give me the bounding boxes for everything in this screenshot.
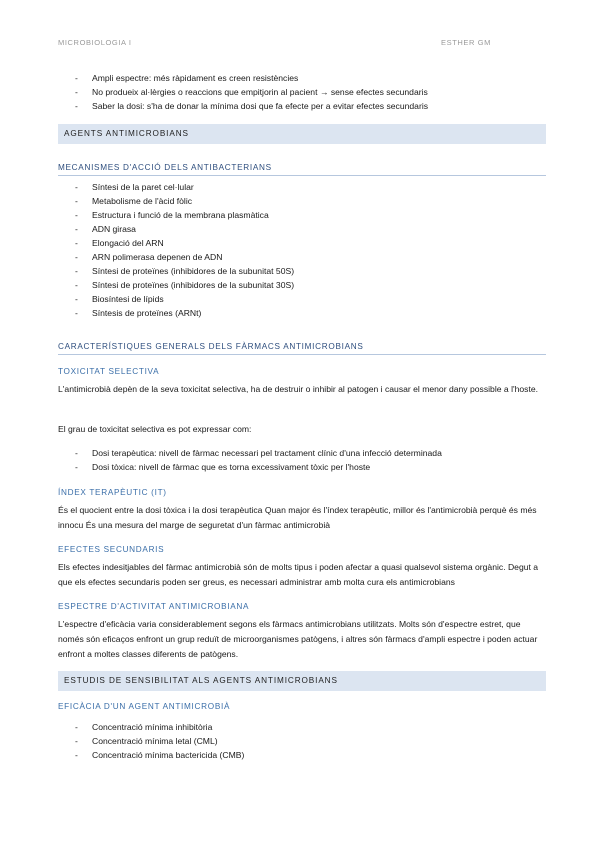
list-item: - Ampli espectre: més ràpidament es creen resistències <box>58 71 546 85</box>
paragraph-index: És el quocient entre la dosi tòxica i la dosi terapèutica Quan major és l'índex terapèutic, millor és l'antimicrobià perquè és més innocu És una mesura del marge de seguretat d'un fàrmac antimicrobià <box>58 505 537 530</box>
heading-toxicitat: TOXICITAT SELECTIVA <box>58 367 160 376</box>
heading-caracteristiques: CARACTERÍSTIQUES GENERALS DELS FÀRMACS ANTIMICROBIANS <box>58 342 546 355</box>
list-item: - Estructura i funció de la membrana plasmàtica <box>58 208 546 222</box>
list-item: - Biosíntesi de lípids <box>58 292 546 306</box>
running-header-author: ESTHER GM <box>441 38 491 47</box>
list-item: - Síntesi de la paret cel·lular <box>58 180 546 194</box>
list-item: - Síntesis de proteïnes (ARNt) <box>58 306 546 320</box>
heading-index: ÍNDEX TERAPÈUTIC (IT) <box>58 488 167 497</box>
list-item: - Síntesi de proteïnes (inhibidores de la subunitat 30S) <box>58 278 546 292</box>
section-heading-estudis: ESTUDIS DE SENSIBILITAT ALS AGENTS ANTIMICROBIANS <box>58 671 546 691</box>
list-item: - Saber la dosi: s'ha de donar la mínima dosi que fa efecte per a evitar efectes secundaris <box>58 99 546 113</box>
dosi-list <box>58 446 546 474</box>
list-item: - Concentració mínima bactericida (CMB) <box>58 748 546 762</box>
mecanismes-list <box>58 180 546 320</box>
list-item: - ADN girasa <box>58 222 546 236</box>
section-heading-agents: AGENTS ANTIMICROBIANS <box>58 124 546 144</box>
paragraph-grau: El grau de toxicitat selectiva es pot expressar com: <box>58 424 252 434</box>
list-item: - Concentració mínima inhibitòria <box>58 720 546 734</box>
list-item: - ARN polimerasa depenen de ADN <box>58 250 546 264</box>
list-item: - Síntesi de proteïnes (inhibidores de la subunitat 50S) <box>58 264 546 278</box>
list-item: - No produeix al·lèrgies o reaccions que empitjorin al pacient → sense efectes secundaris <box>58 85 546 99</box>
heading-efectes: EFECTES SECUNDARIS <box>58 545 165 554</box>
top-bullet-list <box>58 71 546 113</box>
eficacia-list <box>58 720 546 762</box>
heading-eficacia: EFICÀCIA D'UN AGENT ANTIMICROBIÀ <box>58 702 231 711</box>
list-item: - Elongació del ARN <box>58 236 546 250</box>
list-item: - Dosi terapèutica: nivell de fàrmac necessari pel tractament clínic d'una infecció determinada <box>58 446 546 460</box>
paragraph-toxicitat: L'antimicrobià depèn de la seva toxicitat selectiva, ha de destruir o inhibir al patogen i causar el menor dany possible a l'hoste. <box>58 384 539 394</box>
list-item: - Concentració mínima letal (CML) <box>58 734 546 748</box>
list-item: - Metabolisme de l'àcid fòlic <box>58 194 546 208</box>
paragraph-espectre: L'espectre d'eficàcia varia considerablement segons els fàrmacs antimicrobians utilitzats. Molts són d'espectre estret, que només són eficaços enfront un grup reduït de microorganismes patògens, i altres són fàrmacs d'ampli espectre i poden actuar enfront a moltes classes diferents de patògens. <box>58 619 538 659</box>
running-header-course: MICROBIOLOGIA I <box>58 38 132 47</box>
list-item: - Dosi tòxica: nivell de fàrmac que es torna excessivament tòxic per l'hoste <box>58 460 546 474</box>
paragraph-efectes: Els efectes indesitjables del fàrmac antimicrobià són de molts tipus i poden afectar a quasi qualsevol sistema orgànic. Degut a que els efectes secundaris poden ser greus, es necessari administrar amb molta cura els antimicrobians <box>58 562 539 587</box>
heading-mecanismes: MECANISMES D'ACCIÓ DELS ANTIBACTERIANS <box>58 163 546 176</box>
heading-espectre: ESPECTRE D'ACTIVITAT ANTIMICROBIANA <box>58 602 250 611</box>
